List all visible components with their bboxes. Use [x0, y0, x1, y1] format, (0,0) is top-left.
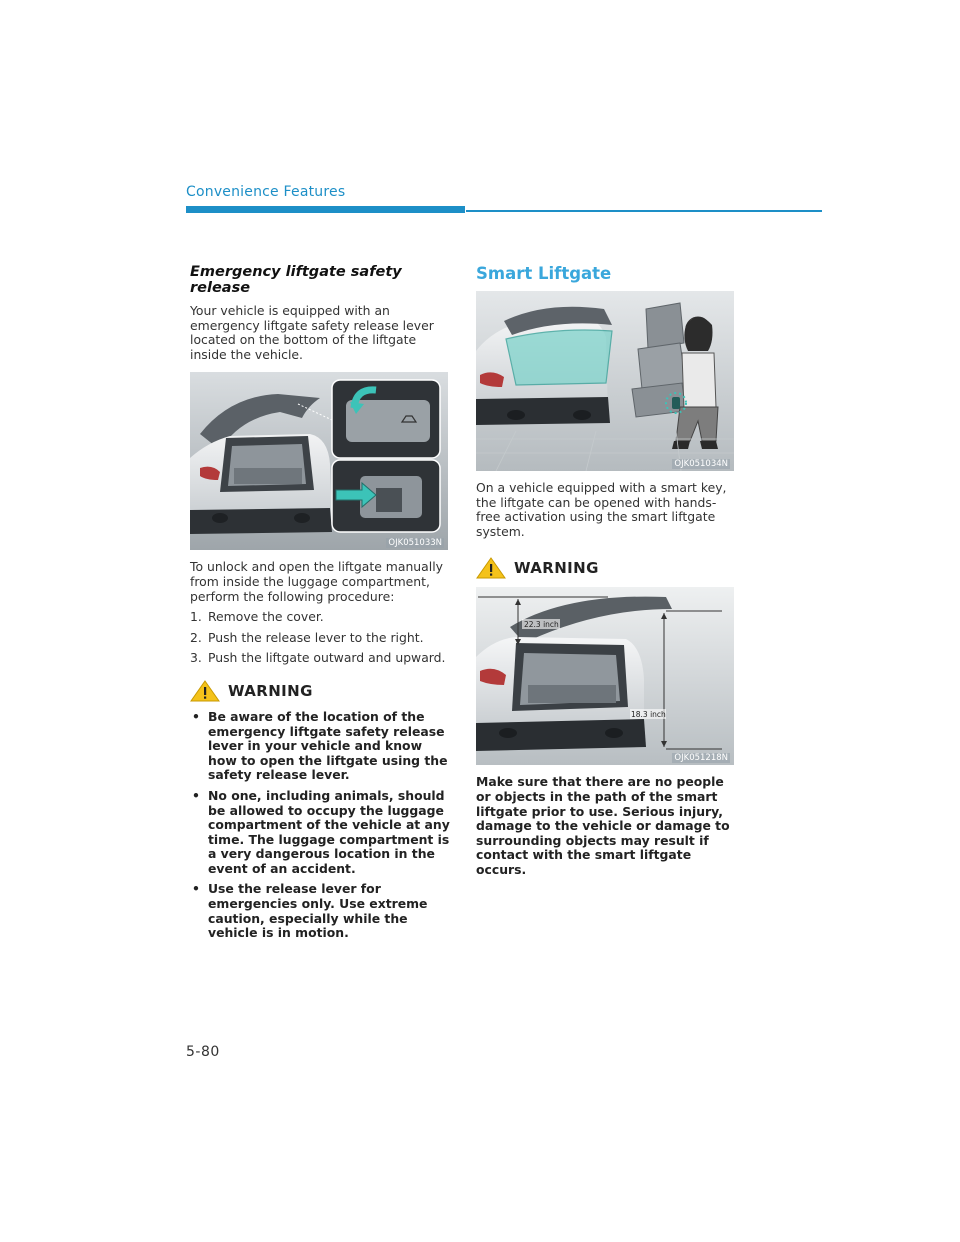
right-column: [476, 264, 738, 878]
warning-item: • Use the release lever for emergencies only. Use extreme caution, especially while the vehicle is in motion.: [192, 881, 428, 941]
procedure-steps: [190, 610, 452, 666]
warning-item: • No one, including animals, should be allowed to occupy the luggage compartment of the vehicle at any time. The luggage compartment is a very dangerous location in the event of an accident.: [192, 787, 450, 876]
smart-liftgate-heading: Smart Liftgate: [476, 264, 612, 283]
smart-liftgate-figure: [476, 291, 734, 471]
warning-triangle-icon: [476, 557, 506, 579]
figure-code: OJK051034N: [674, 459, 728, 469]
liftgate-clearance-illustration: [476, 587, 734, 765]
header-rule-thin: [466, 210, 822, 212]
warning-header: [190, 680, 452, 702]
liftgate-clearance-figure: [476, 587, 734, 765]
smart-liftgate-intro: On a vehicle equipped with a smart key, the liftgate can be opened with hands-free activation using the smart liftgate system.: [476, 480, 727, 539]
figure-code: OJK051033N: [388, 538, 442, 549]
procedure-step: 1. Remove the cover.: [190, 609, 324, 625]
emergency-release-intro: Your vehicle is equipped with an emergency liftgate safety release lever located on the bottom of the liftgate inside the vehicle.: [190, 303, 434, 362]
emergency-release-heading: Emergency liftgate safety release: [190, 264, 402, 296]
procedure-step: 3. Push the liftgate outward and upward.: [190, 650, 446, 666]
warning-item: • Be aware of the location of the emergency liftgate safety release lever in your vehicle and know how to open the liftgate using the safety release lever.: [192, 708, 448, 783]
emergency-release-figure: [190, 372, 448, 550]
liftgate-interior-illustration: [190, 372, 448, 550]
dimension-bottom-label: 18.3 inch: [631, 710, 666, 720]
procedure-step: 2. Push the release lever to the right.: [190, 629, 424, 645]
section-title: Convenience Features: [186, 184, 346, 200]
warning-label: WARNING: [514, 559, 599, 578]
warning-triangle-icon: [190, 680, 220, 702]
hands-free-liftgate-illustration: [476, 291, 734, 471]
warning-list: [190, 710, 452, 941]
figure-code: OJK051218N: [674, 753, 728, 764]
warning-label: WARNING: [228, 681, 313, 700]
page-number: 5-80: [186, 1044, 220, 1060]
smart-liftgate-warning-text: Make sure that there are no people or objects in the path of the smart liftgate prior to use. Serious injury, damage to the vehicle or damage to surrounding objects may result if contact with the smart liftgate occurs.: [476, 774, 730, 877]
dimension-top-label: 22.3 inch: [524, 620, 559, 630]
warning-header: [476, 557, 738, 579]
procedure-intro: To unlock and open the liftgate manually from inside the luggage compartment, perform the following procedure:: [190, 559, 443, 604]
left-column: [190, 264, 452, 947]
header-rule-thick: [186, 206, 465, 213]
